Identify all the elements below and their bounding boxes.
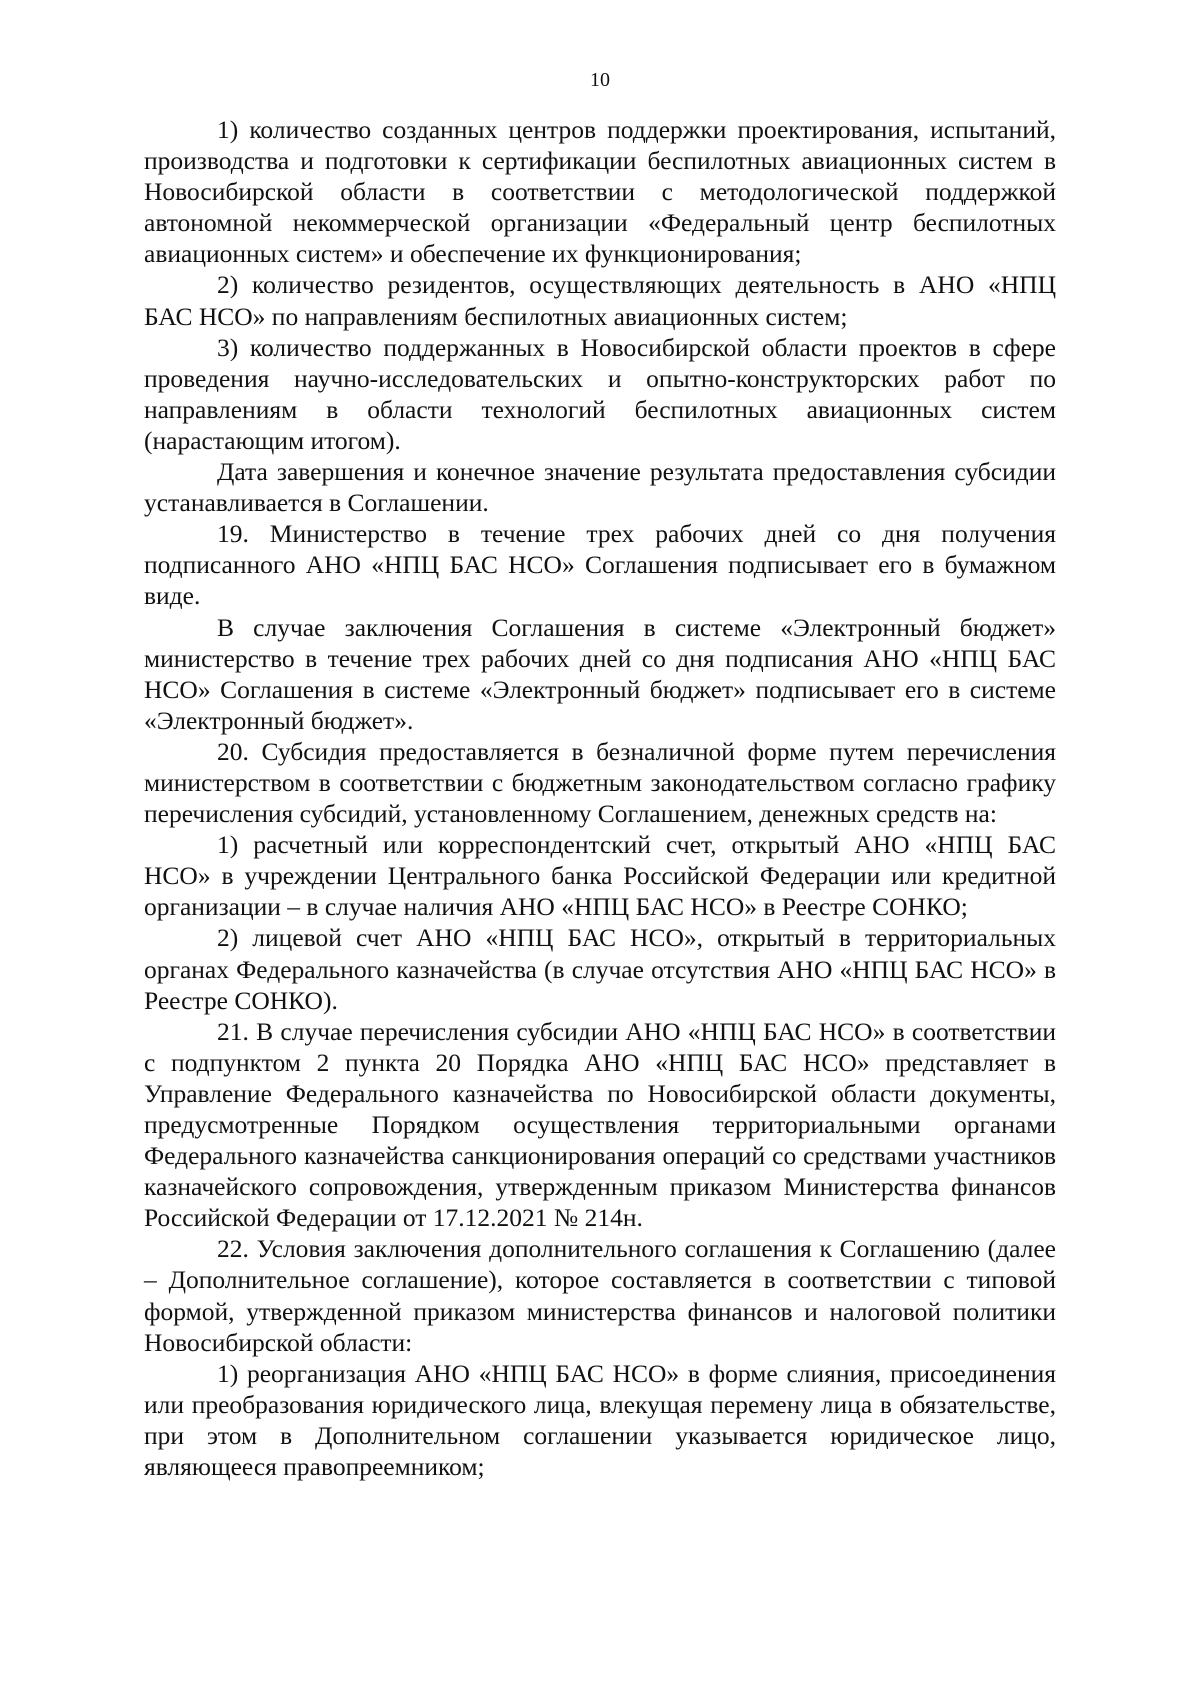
paragraph-clause-20: 20. Субсидия предоставляется в безналичной форме путем перечисления министерством в соответствии с бюджетным законодательством согласно графику перечисления субсидий, установленному Соглашением, денежных средств на: — [144, 736, 1056, 829]
paragraph-item-1-centers: 1) количество созданных центров поддержки проектирования, испытаний, производства и подготовки к сертификации беспилотных авиационных систем в Новосибирской области в соответствии с методологической поддержкой автономной некоммерческой организации «Федеральный центр беспилотных авиационных систем» и обеспечение их функционирования; — [144, 115, 1056, 269]
paragraph-clause-22: 22. Условия заключения дополнительного соглашения к Соглашению (далее – Дополнительное соглашение), которое составляется в соответствии с типовой формой, утвержденной приказом министерства финансов и налоговой политики Новосибирской области: — [144, 1234, 1056, 1357]
paragraph-clause-22-item-1: 1) реорганизация АНО «НПЦ БАС НСО» в форме слияния, присоединения или преобразования юридического лица, влекущая перемену лица в обязательстве, при этом в Дополнительном соглашении указывается юридическое лицо, являющееся правопреемником; — [144, 1358, 1056, 1482]
paragraph-item-3-projects: 3) количество поддержанных в Новосибирской области проектов в сфере проведения научно-исследовательских и опытно-конструкторских работ по направлениям в области технологий беспилотных авиационных систем (нарастающим итогом). — [144, 332, 1056, 455]
paragraph-clause-20-item-1: 1) расчетный или корреспондентский счет, открытый АНО «НПЦ БАС НСО» в учреждении Центрального банка Российской Федерации или кредитной организации – в случае наличия АНО «НПЦ БАС НСО» в Реестре СОНКО; — [144, 830, 1056, 922]
paragraph-item-2-residents: 2) количество резидентов, осуществляющих деятельность в АНО «НПЦ БАС НСО» по направлениям беспилотных авиационных систем; — [144, 270, 1056, 331]
paragraph-completion-date: Дата завершения и конечное значение результата предоставления субсидии устанавливается в Соглашении. — [144, 457, 1056, 518]
paragraph-clause-20-item-2: 2) лицевой счет АНО «НПЦ БАС НСО», открытый в территориальных органах Федерального казначейства (в случае отсутствия АНО «НПЦ БАС НСО» в Реестре СОНКО). — [144, 923, 1056, 1015]
document-body — [144, 114, 1056, 1482]
paragraph-clause-21: 21. В случае перечисления субсидии АНО «НПЦ БАС НСО» в соответствии с подпунктом 2 пункта 20 Порядка АНО «НПЦ БАС НСО» представляет в Управление Федерального казначейства по Новосибирской области документы, предусмотренные Порядком осуществления территориальными органами Федерального казначейства санкционирования операций со средствами участников казначейского сопровождения, утвержденным приказом Министерства финансов Российской Федерации от 17.12.2021 № 214н. — [144, 1016, 1056, 1233]
paragraph-electronic-budget: В случае заключения Соглашения в системе «Электронный бюджет» министерство в течение трех рабочих дней со дня подписания АНО «НПЦ БАС НСО» Соглашения в системе «Электронный бюджет» подписывает его в системе «Электронный бюджет». — [144, 612, 1056, 735]
page-number: 10 — [590, 69, 610, 91]
paragraph-clause-19: 19. Министерство в течение трех рабочих дней со дня получения подписанного АНО «НПЦ БАС НСО» Соглашения подписывает его в бумажном виде. — [144, 519, 1056, 611]
